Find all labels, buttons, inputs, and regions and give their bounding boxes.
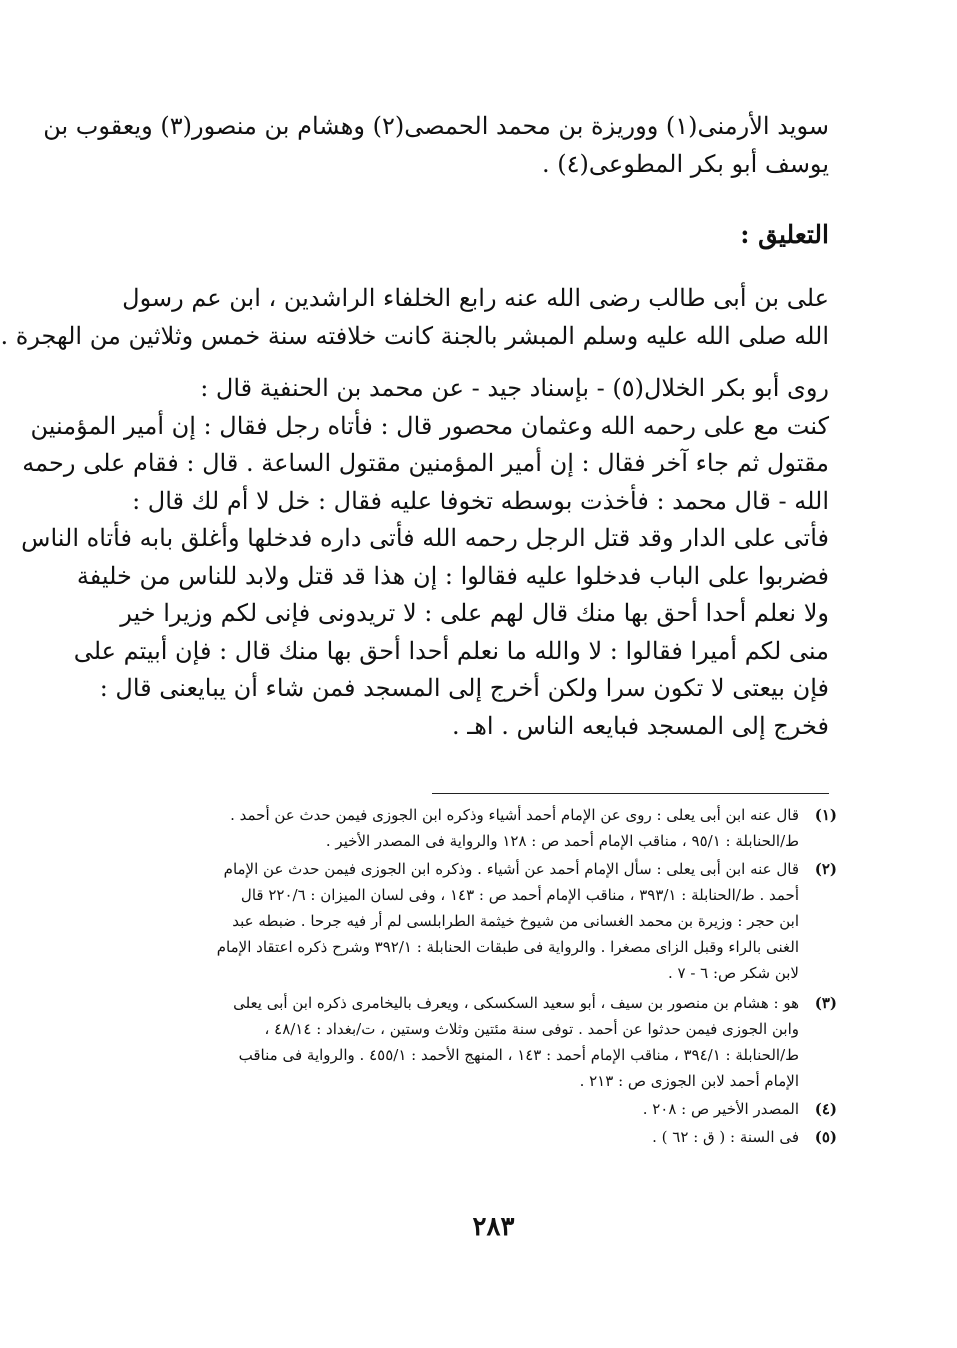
paragraph-narration <box>21 370 829 745</box>
footnote-line: فى السنة : ( ق : ٦٢ ) . <box>652 1128 799 1146</box>
text-line: كنت مع على رحمه الله وعثمان محصور قال : فأتاه رجل فقال : إن أمير المؤمنين <box>30 411 829 440</box>
footnote-3 <box>158 990 837 1094</box>
page-number: ٢٨٣ <box>472 1212 515 1242</box>
text-line: على بن أبى طالب رضى الله عنه رابع الخلفاء الراشدين ، ابن عم رسول <box>122 284 829 312</box>
text-line: فضربوا على الباب فدخلوا عليه فقالوا : إن هذا قد قتل ولابد للناس من خليفة <box>76 561 829 590</box>
footnote-text <box>158 856 799 986</box>
footnote-5 <box>158 1124 837 1150</box>
footnote-line: لابن شكر ص: ٦ - ٧ . <box>667 964 799 982</box>
footnote-number: (٥) <box>814 1128 837 1146</box>
footnote-line: ط/الحنابلة : ٣٩٤/١ ، مناقب الإمام أحمد : ١٤٣ ، المنهج الأحمد : ٤٥٥/١ . والرواية فى مناقب <box>238 1046 799 1064</box>
footnote-line: الإمام أحمد لابن الجوزى ص : ٢١٣ . <box>579 1072 799 1090</box>
section-heading: التعليق : <box>740 220 829 249</box>
text-line: منى لكم أميرا فقالوا : لا والله ما نعلم أحدا أحق بها منك قال : فإن أبيتم على <box>73 636 829 665</box>
footnote-text <box>158 1096 799 1122</box>
footnote-line: أحمد . ط/الحنابلة : ٣٩٣/١ ، مناقب الإمام أحمد ص : ١٤٣ ، وفى لسان الميزان : ٢٢٠/٦ قال <box>240 886 799 904</box>
footnote-text <box>158 1124 799 1150</box>
footnote-4 <box>158 1096 837 1122</box>
footnote-line: هو : هشام بن منصور بن سيف ، أبو سعيد السكسكى ، ويعرف باليخامرى ذكره ابن أبى يعلى <box>233 994 799 1012</box>
footnote-line: قال عنه ابن أبى يعلى : سأل الإمام أحمد عن أشياء . وذكره ابن الجوزى فيمن حدث عن الإمام <box>223 860 799 878</box>
footnote-text <box>158 990 799 1094</box>
text-line: فخرج إلى المسجد فبايعه الناس . اهـ . <box>451 711 829 740</box>
paragraph-ali-bio <box>0 280 829 355</box>
text-line: الله - قال محمد : فأخذت بوسطه تخوفا عليه فقال : خل لا أم لك قال : <box>132 486 829 515</box>
footnote-number: (٤) <box>814 1100 837 1118</box>
text-line: سويد الأرمنى(١) ووريزة بن محمد الحمصى(٢) وهشام بن منصور(٣) ويعقوب بن <box>43 112 829 140</box>
text-line: مقتول ثم جاء آخر فقال : إن أمير المؤمنين مقتول الساعة . قال : فقام على رحمه <box>22 449 829 477</box>
text-line: فإن بيعتى لا تكون سرا ولكن أخرج إلى المسجد فمن شاء أن يبايعنى قال : <box>99 674 829 702</box>
footnote-line: ابن حجر : وزيرة بن محمد الغسانى من شيوخ خيثمة الطرابلسى لم أر فيه جرحا . ضبطه عبد <box>232 912 799 930</box>
footnote-number: (٢) <box>814 860 837 878</box>
footnote-line: الغنى بالراء وقبل الزاى مصغرا . والرواية فى طبقات الحنابلة : ٣٩٢/١ وشرح ذكره اعتقاد الإمام <box>216 938 799 956</box>
text-line: فأتى على الدار وقد قتل الرجل رحمه الله فأتى داره فدخلها وأغلق بابه فأتاه الناس <box>21 524 829 552</box>
footnote-number: (١) <box>814 806 837 824</box>
footnote-line: قال عنه ابن أبى يعلى : روى عن الإمام أحمد أشياء وذكره ابن الجوزى فيمن حدث عن أحمد . <box>230 806 799 824</box>
text-line: روى أبو بكر الخلال(٥) - بإسناد جيد - عن محمد بن الحنفية قال : <box>200 374 829 402</box>
footnote-1 <box>158 802 837 854</box>
footnote-text <box>158 802 799 854</box>
footnotes <box>158 802 837 1150</box>
footnote-divider <box>432 793 829 794</box>
text-line: ولا نعلم أحدا أحق بها منك قال لهم على : لا تريدونى فإنى لكم وزيرا خير <box>120 599 829 627</box>
footnote-line: وابن الجوزى فيمن حدثوا عن أحمد . توفى سنة مئتين وثلاث وستين ، ت/بغداد : ٤٨/١٤ ، <box>264 1020 799 1038</box>
footnote-2 <box>158 856 837 986</box>
intro-paragraph <box>43 108 829 183</box>
footnote-number: (٣) <box>814 994 837 1012</box>
text-line: الله صلى الله عليه وسلم المبشر بالجنة كانت خلافته سنة خمس وثلاثين من الهجرة . <box>0 321 829 350</box>
footnote-line: المصدر الأخير ص : ٢٠٨ . <box>642 1100 799 1118</box>
footnote-line: ط/الحنابلة : ٩٥/١ ، مناقب الإمام أحمد ص : ١٢٨ والرواية فى المصدر الأخير . <box>325 832 799 850</box>
text-line: يوسف أبو بكر المطوعى(٤) . <box>542 149 829 178</box>
